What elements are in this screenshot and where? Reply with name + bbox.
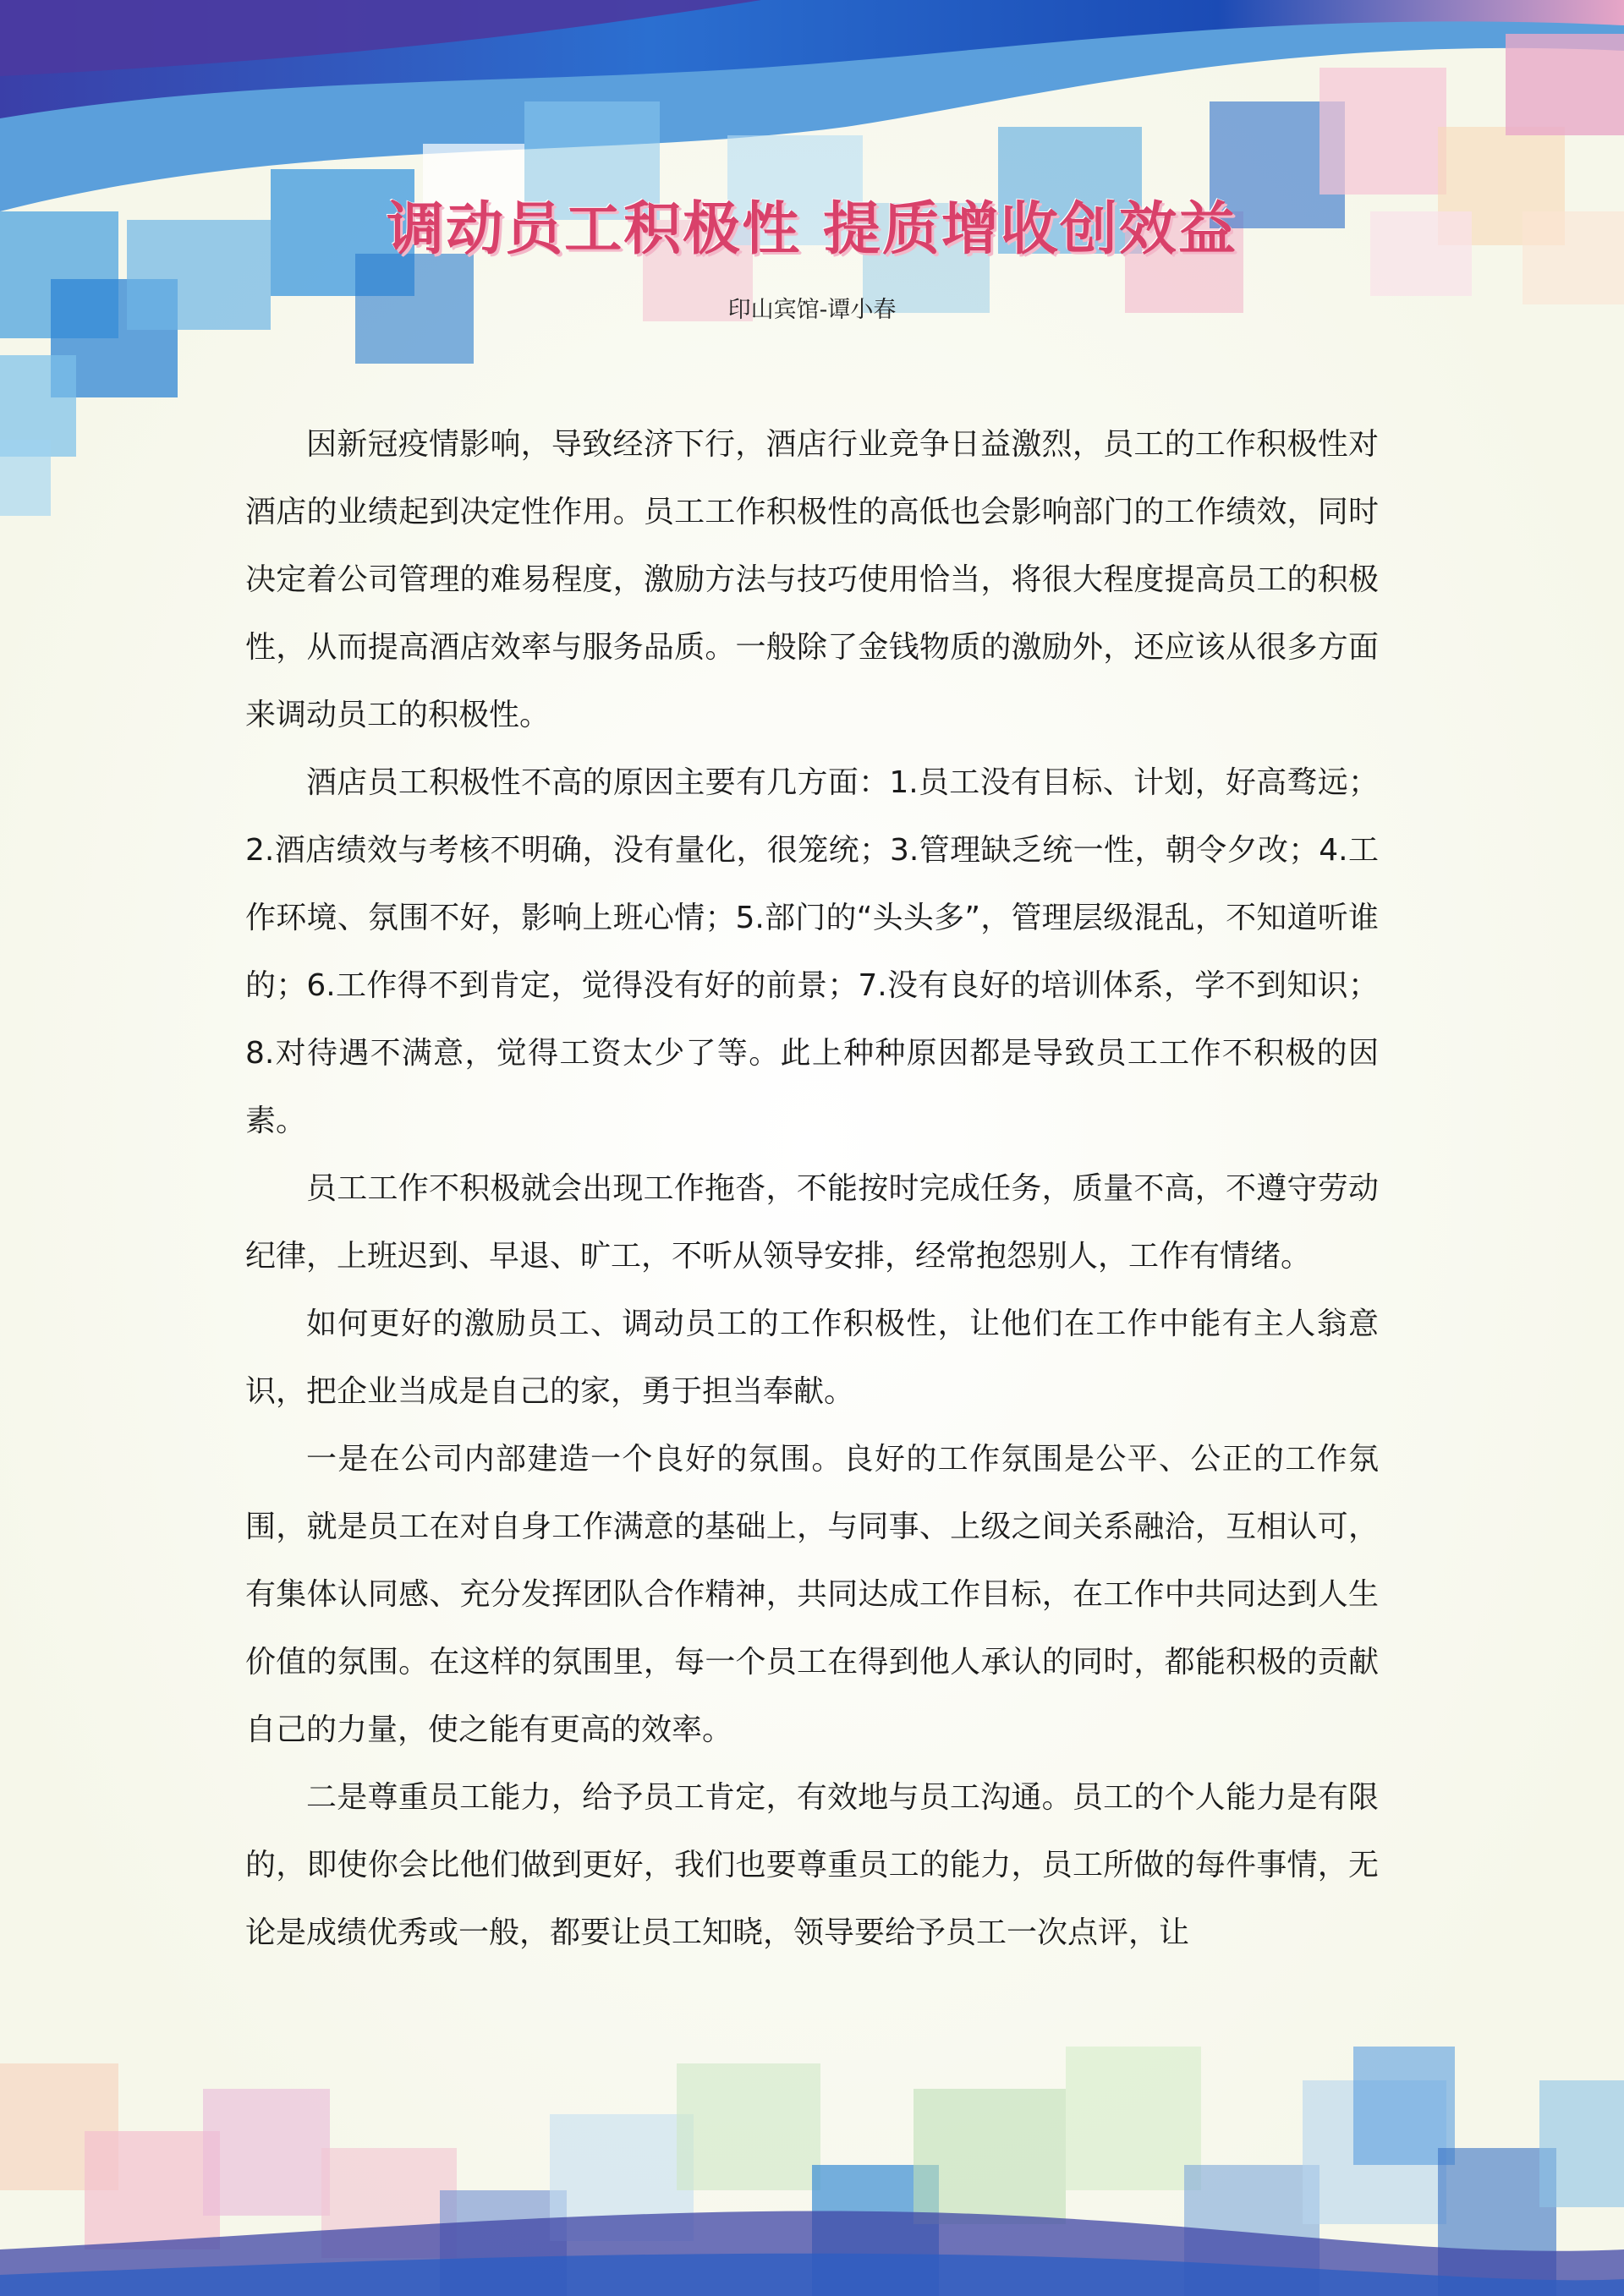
paragraph: 二是尊重员工能力，给予员工肯定，有效地与员工沟通。员工的个人能力是有限的，即使你会比他们做到更好，我们也要尊重员工的能力，员工所做的每件事情，无论是成绩优秀或一般，都要让员工知晓，领导要给予员工一次点评，让 xyxy=(245,1780,1379,1950)
paragraph: 因新冠疫情影响，导致经济下行，酒店行业竞争日益激烈，员工的工作积极性对酒店的业绩起到决定性作用。员工工作积极性的高低也会影响部门的工作绩效，同时决定着公司管理的难易程度，激励方法与技巧使用恰当，将很大程度提高员工的积极性，从而提高酒店效率与服务品质。一般除了金钱物质的激励外，还应该从很多方面来调动员工的积极性。 xyxy=(245,427,1379,732)
article-author: 印山宾馆-谭小春 xyxy=(727,297,897,323)
paragraph: 酒店员工积极性不高的原因主要有几方面：1.员工没有目标、计划，好高骛远；2.酒店绩效与考核不明确，没有量化，很笼统；3.管理缺乏统一性，朝令夕改；4.工作环境、氛围不好，影响上班心情；5.部门的“头头多”，管理层级混乱，不知道听谁的；6.工作得不到肯定，觉得没有好的前景；7.没有良好的培训体系，学不到知识；8.对待遇不满意，觉得工资太少了等。此上种种原因都是导致员工工作不积极的因素。 xyxy=(245,765,1379,1138)
paragraph: 如何更好的激励员工、调动员工的工作积极性，让他们在工作中能有主人翁意识，把企业当成是自己的家，勇于担当奉献。 xyxy=(245,1307,1379,1409)
paragraph: 员工工作不积极就会出现工作拖沓，不能按时完成任务，质量不高，不遵守劳动纪律，上班迟到、早退、旷工，不听从领导安排，经常抱怨别人，工作有情绪。 xyxy=(245,1171,1379,1274)
article-title: 调动员工积极性 提质增收创效益 xyxy=(387,196,1237,263)
article-body xyxy=(245,411,1379,1967)
paragraph: 一是在公司内部建造一个良好的氛围。良好的工作氛围是公平、公正的工作氛围，就是员工在对自身工作满意的基础上，与同事、上级之间关系融洽，互相认可，有集体认同感、充分发挥团队合作精神，共同达成工作目标，在工作中共同达到人生价值的氛围。在这样的氛围里，每一个员工在得到他人承认的同时，都能积极的贡献自己的力量，使之能有更高的效率。 xyxy=(245,1442,1379,1747)
